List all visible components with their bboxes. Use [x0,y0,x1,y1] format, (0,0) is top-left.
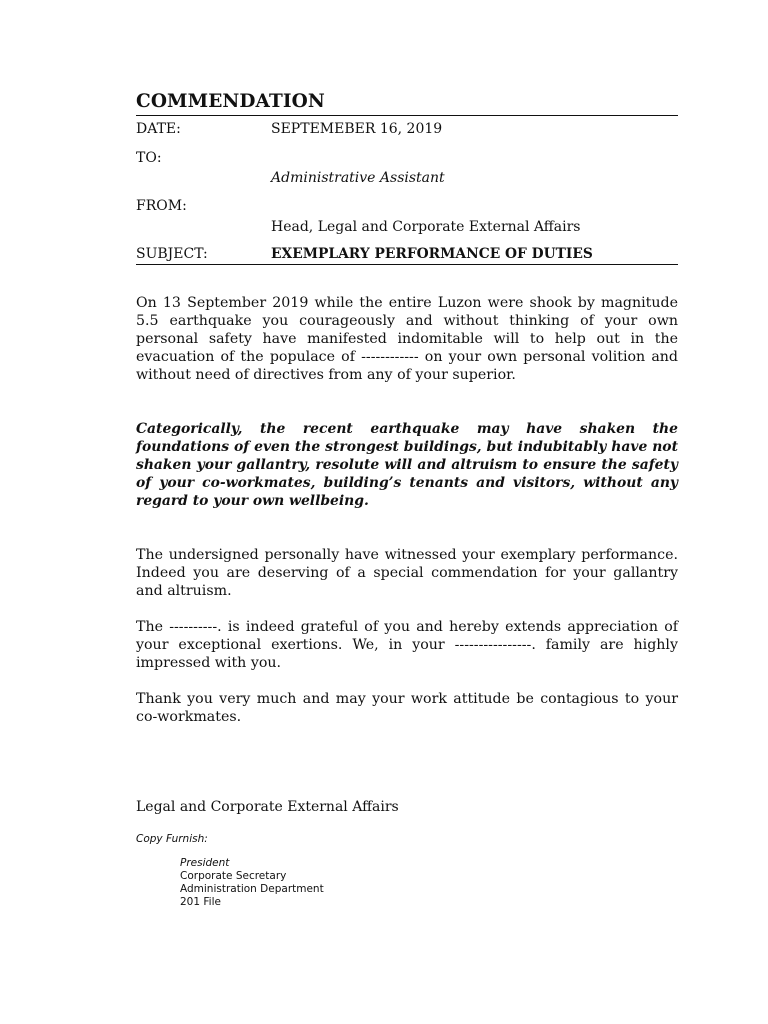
subject-value: EXEMPLARY PERFORMANCE OF DUTIES [271,246,593,262]
document-title: COMMENDATION [136,91,325,112]
header-top-rule [136,115,678,116]
header-bottom-rule [136,264,678,265]
copy-furnish-list [180,857,324,909]
body-paragraph-4: The ----------. is indeed grateful of you and hereby extends appreciation of your exceptional exertions. We, in your ----------------. family are highly impressed with you. [136,619,678,671]
body-paragraph-3: The undersigned personally have witnessed your exemplary performance. Indeed you are deserving of a special commendation for your gallantry and altruism. [136,547,678,599]
signature-department: Legal and Corporate External Affairs [136,799,399,815]
subject-label: SUBJECT: [136,246,208,262]
to-value: Administrative Assistant [271,170,445,186]
body-paragraph-1: On 13 September 2019 while the entire Luzon were shook by magnitude 5.5 earthquake you courageously and without thinking of your own personal safety have manifested indomitable will to help out in the evacuation of the populace of ------------ on your own personal volition and without need of directives from any of your superior. [136,295,678,383]
body-paragraph-2: Categorically, the recent earthquake may have shaken the foundations of even the strongest buildings, but indubitably have not shaken your gallantry, resolute will and altruism to ensure the safety of your co-workmates, building’s tenants and visitors, without any regard to your own wellbeing. [136,421,678,509]
from-value: Head, Legal and Corporate External Affairs [271,219,581,235]
body-paragraph-5: Thank you very much and may your work attitude be contagious to your co-workmates. [136,691,678,725]
date-value: SEPTEMEBER 16, 2019 [271,121,443,137]
copy-furnish-recipient: Administration Department [180,883,324,895]
from-label: FROM: [136,198,187,214]
to-label: TO: [136,150,162,166]
date-label: DATE: [136,121,181,137]
copy-furnish-label: Copy Furnish: [136,833,208,845]
copy-furnish-recipient: 201 File [180,896,221,908]
copy-furnish-recipient: Corporate Secretary [180,870,287,882]
copy-furnish-recipient: President [180,857,230,869]
